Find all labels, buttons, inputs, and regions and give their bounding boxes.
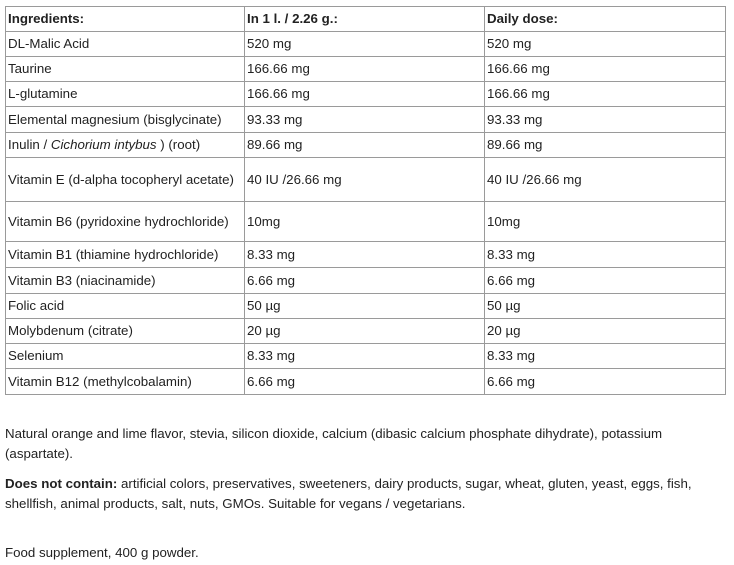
amount-per-liter: 89.66 mg xyxy=(245,133,485,158)
ingredient-name: Selenium xyxy=(6,344,245,369)
ingredient-name: Molybdenum (citrate) xyxy=(6,319,245,344)
table-row xyxy=(6,268,726,294)
ingredient-name: Folic acid xyxy=(6,294,245,319)
ingredient-name-prefix: Inulin / xyxy=(8,137,51,152)
amount-per-liter: 520 mg xyxy=(245,32,485,57)
header-per-liter: In 1 l. / 2.26 g.: xyxy=(245,7,485,32)
amount-daily: 8.33 mg xyxy=(485,344,726,369)
amount-per-liter: 8.33 mg xyxy=(245,242,485,268)
ingredient-latin-name: Cichorium intybus xyxy=(50,137,157,152)
product-note: Food supplement, 400 g powder. xyxy=(5,545,199,560)
ingredient-name: Vitamin B3 (niacinamide) xyxy=(6,268,245,294)
table-row xyxy=(6,369,726,395)
ingredient-name: Elemental magnesium (bisglycinate) xyxy=(6,107,245,133)
amount-daily: 8.33 mg xyxy=(485,242,726,268)
amount-per-liter: 20 µg xyxy=(245,319,485,344)
ingredient-name: L-glutamine xyxy=(6,82,245,107)
table-row xyxy=(6,32,726,57)
amount-daily: 166.66 mg xyxy=(485,57,726,82)
table-row xyxy=(6,344,726,369)
does-not-contain-list: artificial colors, preservatives, sweeteners, dairy products, sugar, wheat, gluten, yeast, eggs, fish, shellfish, animal products, salt, nuts, GMOs. Suitable for vegans / vegetarians. xyxy=(5,476,692,511)
ingredient-name: Vitamin B12 (methylcobalamin) xyxy=(6,369,245,395)
amount-daily: 520 mg xyxy=(485,32,726,57)
amount-daily: 10mg xyxy=(485,202,726,242)
amount-daily: 93.33 mg xyxy=(485,107,726,133)
table-row xyxy=(6,294,726,319)
other-ingredients-text: Natural orange and lime flavor, stevia, silicon dioxide, calcium (dibasic calcium phosphate dihydrate), potassium (aspartate). xyxy=(5,426,663,461)
table-row xyxy=(6,158,726,202)
table-header-row xyxy=(6,7,726,32)
header-ingredients: Ingredients: xyxy=(6,7,245,32)
table-row xyxy=(6,82,726,107)
amount-daily: 6.66 mg xyxy=(485,268,726,294)
amount-per-liter: 6.66 mg xyxy=(245,369,485,395)
amount-per-liter: 166.66 mg xyxy=(245,82,485,107)
table-row xyxy=(6,57,726,82)
table-row xyxy=(6,107,726,133)
table-row xyxy=(6,242,726,268)
table-row xyxy=(6,319,726,344)
amount-per-liter: 8.33 mg xyxy=(245,344,485,369)
ingredient-name: Vitamin B1 (thiamine hydrochloride) xyxy=(6,242,245,268)
ingredient-name: DL-Malic Acid xyxy=(6,32,245,57)
amount-daily: 40 IU /26.66 mg xyxy=(485,158,726,202)
amount-per-liter: 166.66 mg xyxy=(245,57,485,82)
amount-daily: 20 µg xyxy=(485,319,726,344)
amount-per-liter: 40 IU /26.66 mg xyxy=(245,158,485,202)
ingredient-name: Taurine xyxy=(6,57,245,82)
amount-per-liter: 6.66 mg xyxy=(245,268,485,294)
table-row xyxy=(6,202,726,242)
amount-daily: 89.66 mg xyxy=(485,133,726,158)
amount-per-liter: 50 µg xyxy=(245,294,485,319)
table-row xyxy=(6,133,726,158)
ingredient-name-suffix: ) (root) xyxy=(156,137,201,152)
header-daily-dose: Daily dose: xyxy=(485,7,726,32)
does-not-contain-label: Does not contain: xyxy=(5,476,118,491)
amount-daily: 50 µg xyxy=(485,294,726,319)
amount-daily: 166.66 mg xyxy=(485,82,726,107)
amount-daily: 6.66 mg xyxy=(485,369,726,395)
amount-per-liter: 10mg xyxy=(245,202,485,242)
ingredients-table xyxy=(5,6,726,395)
ingredient-name: Vitamin E (d-alpha tocopheryl acetate) xyxy=(6,158,245,202)
amount-per-liter: 93.33 mg xyxy=(245,107,485,133)
ingredient-name: Vitamin B6 (pyridoxine hydrochloride) xyxy=(6,202,245,242)
ingredient-name xyxy=(6,133,245,158)
does-not-contain-text xyxy=(5,474,727,513)
